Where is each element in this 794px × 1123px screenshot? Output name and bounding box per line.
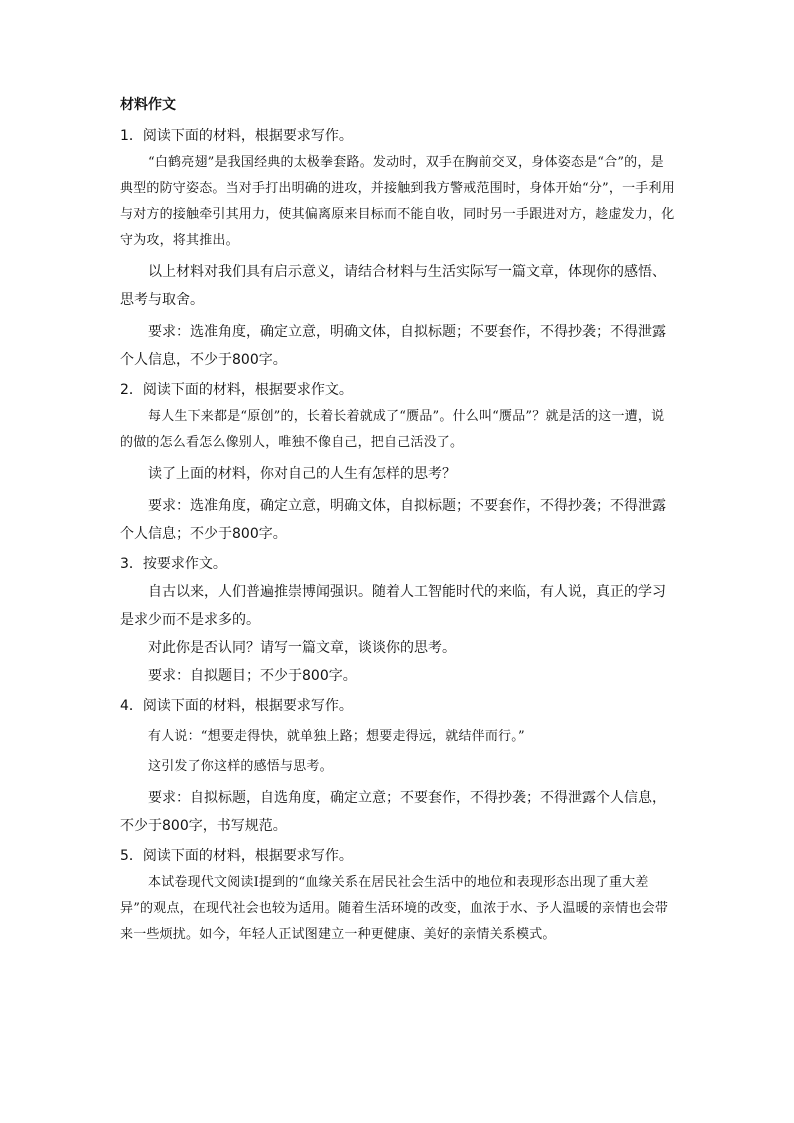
question-material: 每人生下来都是“原创”的，长着长着就成了“赝品”。什么叫“赝品”？就是活的这一遭，说的做的怎么看怎么像别人，唯独不像自己，把自己活没了。 bbox=[120, 409, 665, 450]
question-task: 这引发了你这样的感悟与思考。 bbox=[148, 759, 333, 774]
question-task: 读了上面的材料，你对自己的人生有怎样的思考？ bbox=[148, 466, 456, 482]
question-prompt: 3．按要求作文。 bbox=[120, 556, 227, 572]
question-prompt: 5．阅读下面的材料，根据要求写作。 bbox=[120, 848, 353, 864]
question-4 bbox=[120, 692, 675, 840]
question-1 bbox=[120, 122, 675, 374]
question-material: “白鹤亮翅”是我国经典的太极拳套路。发动时，双手在胸前交叉，身体姿态是“合”的，是典型的防守姿态。当对手打出明确的进攻，并接触到我方警戒范围时，身体开始“分”，一手利用与对方的接触牵引其用力，使其偏离原来目标而不能自收，同时另一手跟进对方，趁虚发力，化守为攻，将其推出。 bbox=[120, 155, 675, 248]
question-prompt: 4．阅读下面的材料，根据要求写作。 bbox=[120, 698, 353, 714]
question-material: 自古以来，人们普遍推崇博闻强识。随着人工智能时代的来临，有人说，真正的学习是求少而不是求多的。 bbox=[120, 584, 666, 628]
question-3 bbox=[120, 550, 675, 690]
question-requirement: 要求：自拟题目；不少于800字。 bbox=[148, 668, 357, 684]
question-requirement: 要求：选准角度，确定立意，明确文体，自拟标题；不要套作，不得抄袭；不得泄露个人信息；不少于800字。 bbox=[120, 498, 666, 542]
question-prompt: 1．阅读下面的材料，根据要求写作。 bbox=[120, 128, 353, 144]
question-2 bbox=[120, 376, 675, 548]
question-prompt: 2．阅读下面的材料，根据要求作文。 bbox=[120, 382, 353, 398]
question-requirement: 要求：自拟标题，自选角度，确定立意；不要套作，不得抄袭；不得泄露个人信息，不少于800字，书写规范。 bbox=[120, 790, 666, 834]
section-title: 材料作文 bbox=[120, 97, 176, 113]
document-body bbox=[120, 92, 675, 948]
question-material: 本试卷现代文阅读Ⅰ提到的“血缘关系在居民社会生活中的地位和表现形态出现了重大差异”的观点，在现代社会也较为适用。随着生活环境的改变，血浓于水、予人温暖的亲情也会带来一些烦扰。如今，年轻人正试图建立一种更健康、美好的亲情关系模式。 bbox=[120, 875, 669, 942]
question-material: 有人说：“想要走得快，就单独上路；想要走得远，就结伴而行。” bbox=[148, 729, 525, 744]
question-task: 以上材料对我们具有启示意义，请结合材料与生活实际写一篇文章，体现你的感悟、思考与取舍。 bbox=[120, 264, 666, 308]
question-5 bbox=[120, 842, 675, 948]
question-task: 对此你是否认同？请写一篇文章，谈谈你的思考。 bbox=[148, 640, 456, 656]
question-requirement: 要求：选准角度，确定立意，明确文体，自拟标题；不要套作，不得抄袭；不得泄露个人信息，不少于800字。 bbox=[120, 324, 666, 368]
